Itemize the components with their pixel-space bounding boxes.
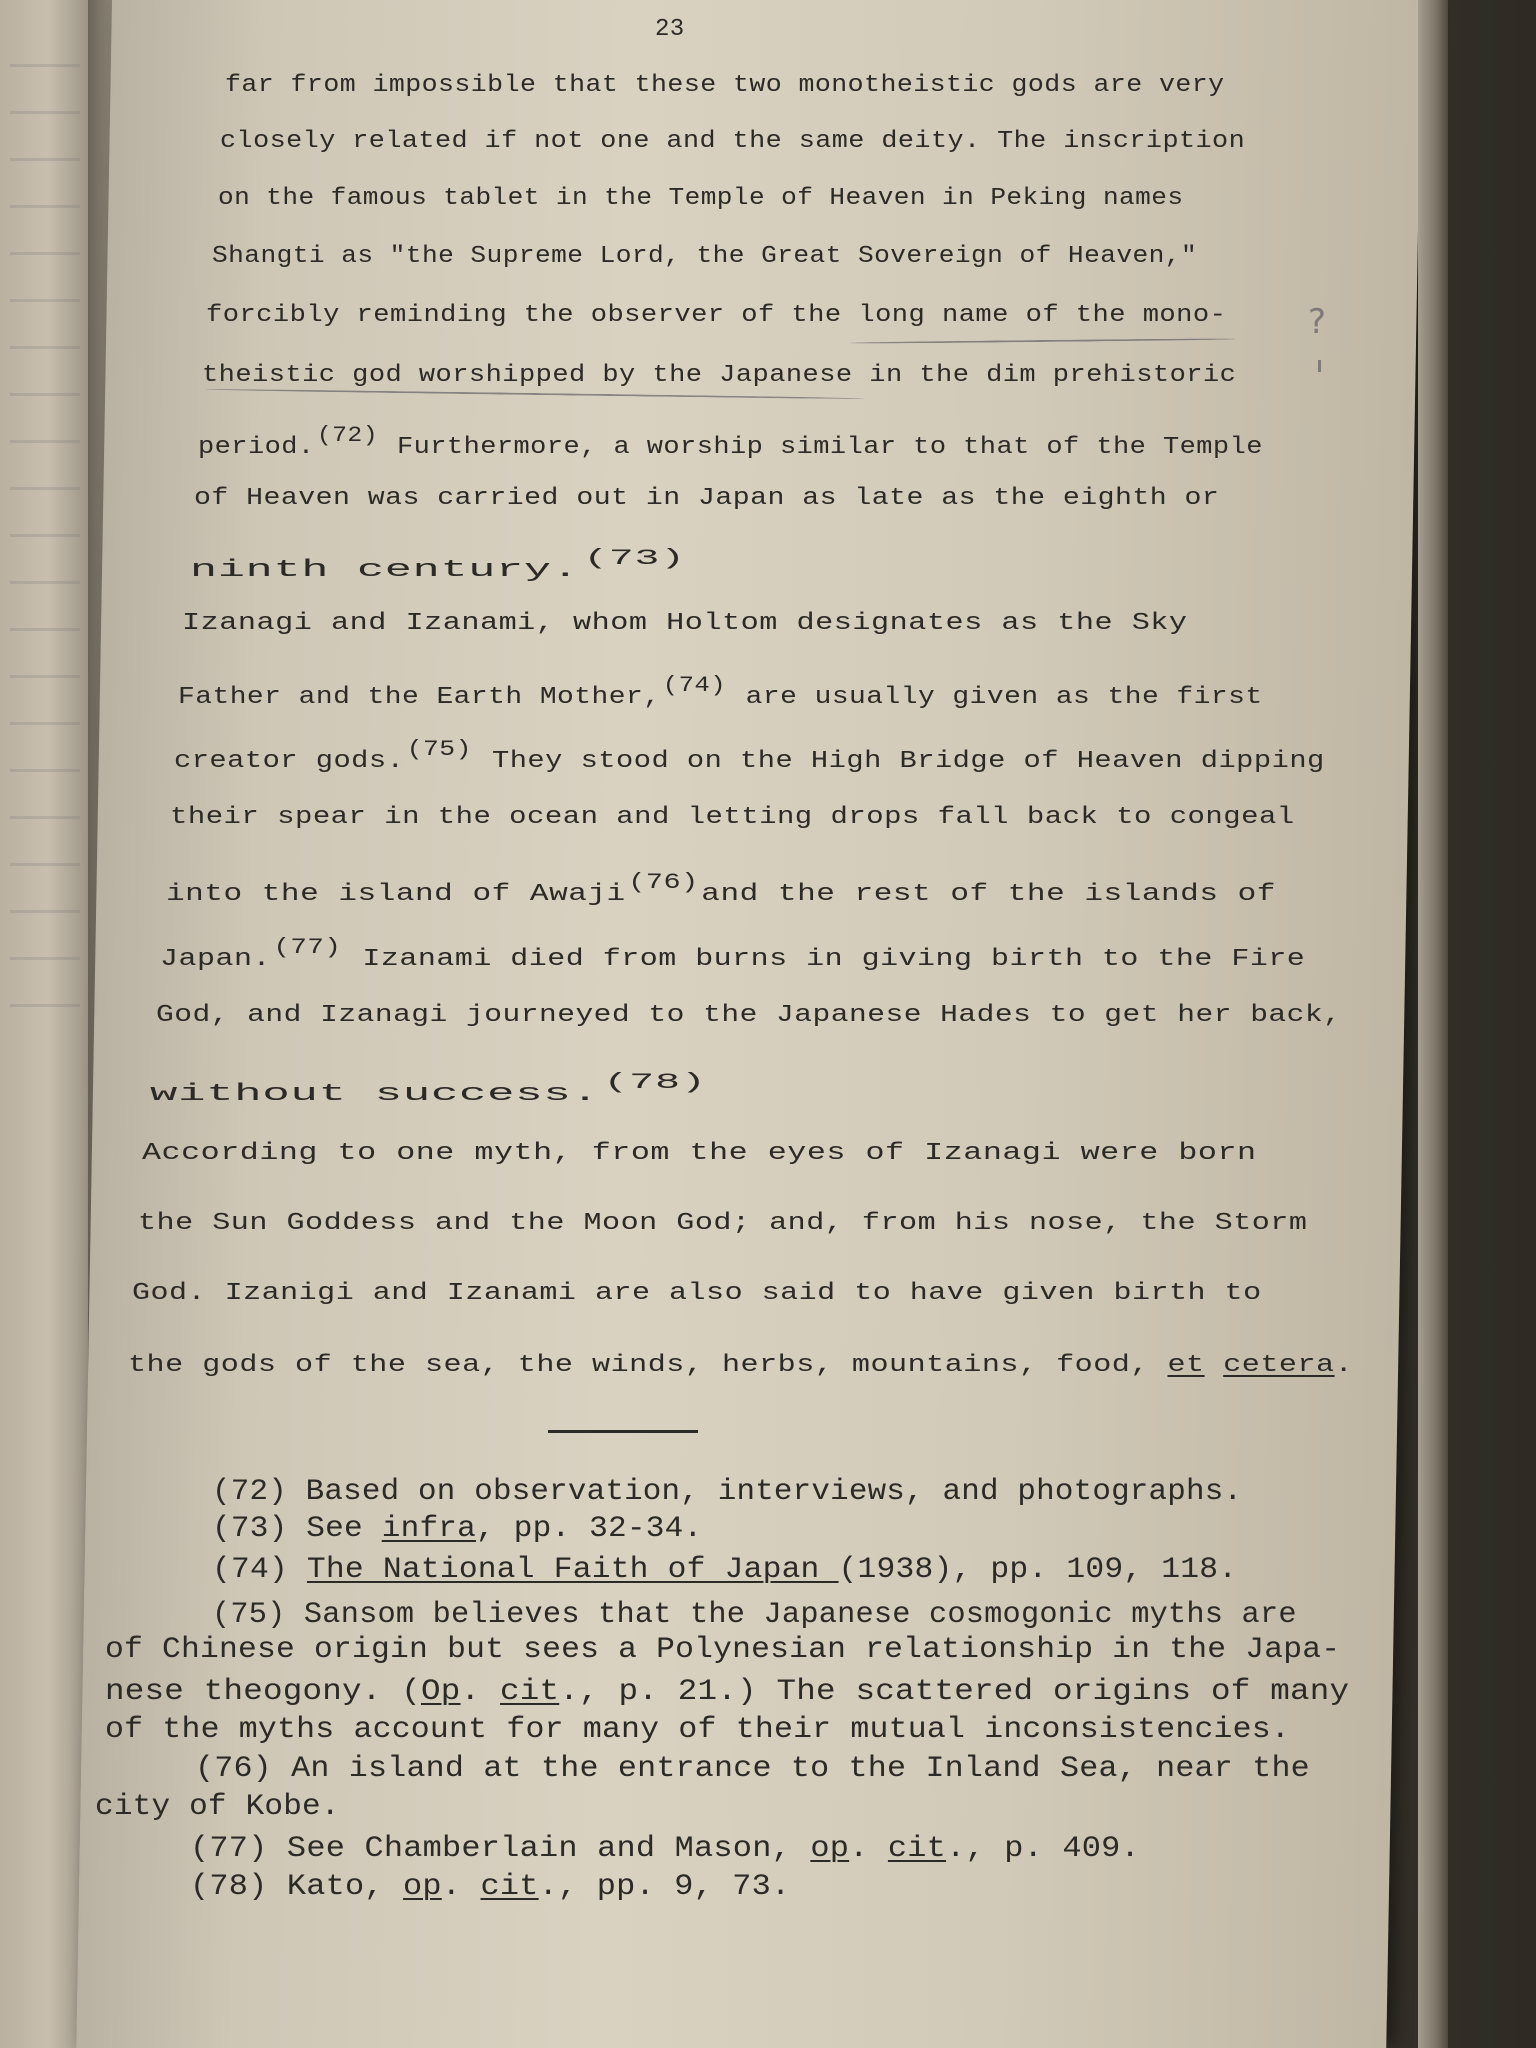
line-text: into the island of Awaji — [166, 881, 626, 908]
body-text-line — [206, 302, 1226, 329]
body-text-line — [128, 1352, 1353, 1379]
footnote-reference: (75) — [406, 737, 472, 762]
line-text: (72) Based on observation, interviews, and photographs. — [212, 1475, 1243, 1509]
body-text-line — [182, 610, 1188, 637]
page-right-edge — [1418, 0, 1448, 2048]
line-text: the gods of the sea, the winds, herbs, mountains, food, — [128, 1352, 1168, 1379]
line-text: Japan. — [160, 946, 271, 973]
line-text: their spear in the ocean and letting drops fall back to congeal — [170, 804, 1295, 831]
line-text: of the myths account for many of their mutual inconsistencies. — [105, 1713, 1291, 1747]
line-text: city of Kobe. — [95, 1790, 340, 1824]
body-text-line — [156, 1002, 1341, 1029]
line-text: (73) See — [212, 1512, 382, 1546]
line-text: Furthermore, a worship similar to that of the Temple — [380, 434, 1263, 461]
underlined-text: cetera — [1223, 1352, 1335, 1379]
line-text: Father and the Earth Mother, — [178, 684, 661, 711]
body-text-line — [142, 1140, 1257, 1167]
line-text: and the rest of the islands of — [701, 881, 1276, 908]
footnote-reference: (77) — [273, 935, 342, 960]
footnote-line — [105, 1633, 1340, 1667]
line-text: (76) An island at the entrance to the Inland Sea, near the — [195, 1752, 1310, 1786]
line-text: (74) — [212, 1553, 307, 1587]
line-text: ., p. 21.) The scattered origins of many — [559, 1675, 1350, 1709]
footnote-line — [105, 1675, 1349, 1709]
line-text: (77) See Chamberlain and Mason, — [190, 1832, 811, 1866]
footnote-reference: (78) — [603, 1070, 707, 1095]
left-page-faint-text — [10, 20, 80, 1020]
body-text-line — [170, 804, 1295, 831]
line-text: nese theogony. ( — [105, 1675, 422, 1709]
footnote-reference: (73) — [583, 546, 686, 571]
line-text: God, and Izanagi journeyed to the Japanese Hades to get her back, — [156, 1002, 1342, 1029]
body-text-line — [198, 423, 1263, 461]
line-text: , pp. 32-34. — [476, 1512, 703, 1546]
line-text: without success. — [150, 1081, 600, 1108]
footnote-reference: (74) — [662, 673, 727, 698]
line-text — [1205, 1352, 1224, 1379]
footnote-line — [212, 1553, 1237, 1587]
line-text: . — [460, 1675, 501, 1709]
line-text: . — [441, 1870, 481, 1904]
line-text: theistic god worshipped by the Japanese in the dim prehistoric — [202, 362, 1237, 389]
page-number: 23 — [655, 16, 685, 43]
line-text: on the famous tablet in the Temple of Heaven in Peking names — [218, 185, 1184, 212]
line-text: According to one myth, from the eyes of Izanagi were born — [142, 1140, 1257, 1167]
body-text-line — [194, 485, 1219, 512]
footnote-line — [212, 1475, 1242, 1509]
line-text: forcibly reminding the observer of the long name of the mono- — [206, 302, 1227, 329]
line-text: are usually given as the first — [728, 684, 1263, 711]
underlined-text: cit — [480, 1870, 539, 1904]
body-text-line — [190, 546, 689, 584]
line-text: (1938), pp. 109, 118. — [838, 1553, 1238, 1587]
footnote-line — [195, 1752, 1310, 1786]
underlined-text: The National Faith of Japan — [306, 1553, 839, 1587]
line-text: They stood on the High Bridge of Heaven dipping — [474, 748, 1325, 775]
underlined-text: infra — [381, 1512, 477, 1546]
line-text: Izanagi and Izanami, whom Holtom designates as the Sky — [182, 610, 1188, 637]
line-text: closely related if not one and the same deity. The inscription — [220, 128, 1246, 155]
line-text: (78) Kato, — [190, 1870, 404, 1904]
footnote-line — [212, 1512, 702, 1546]
footnote-line — [190, 1832, 1140, 1866]
underlined-text: cit — [500, 1675, 560, 1709]
footnote-line — [95, 1790, 340, 1824]
footnote-line — [105, 1713, 1290, 1747]
body-text-line — [160, 935, 1305, 973]
line-text: ., pp. 9, 73. — [538, 1870, 791, 1904]
line-text: (75) Sansom believes that the Japanese cosmogonic myths are — [212, 1598, 1297, 1632]
footnote-divider — [548, 1430, 698, 1433]
line-text: God. Izanigi and Izanami are also said to have given birth to — [132, 1280, 1262, 1307]
line-text: far from impossible that these two monotheistic gods are very — [225, 72, 1225, 99]
footnote-reference: (72) — [316, 423, 379, 448]
line-text: . — [1334, 1352, 1354, 1379]
line-text: Shangti as "the Supreme Lord, the Great Sovereign of Heaven," — [212, 243, 1198, 270]
footnote-line — [212, 1598, 1297, 1632]
body-text-line — [138, 1210, 1307, 1237]
line-text: ., p. 409. — [946, 1832, 1140, 1866]
line-text: period. — [198, 434, 315, 461]
margin-pencil-dot — [1318, 360, 1321, 372]
body-text-line — [220, 128, 1245, 155]
underlined-text: op — [810, 1832, 850, 1866]
underlined-text: cit — [887, 1832, 947, 1866]
body-text-line — [218, 185, 1183, 212]
line-text: . — [849, 1832, 888, 1866]
line-text: ninth century. — [190, 557, 580, 584]
body-text-line — [174, 737, 1325, 775]
line-text: Izanami died from burns in giving birth to the Fire — [343, 946, 1306, 973]
body-text-line — [225, 72, 1225, 99]
margin-question-mark: ? — [1308, 302, 1327, 342]
footnote-reference: (76) — [628, 870, 699, 895]
underlined-text: op — [403, 1870, 442, 1904]
body-text-line — [166, 870, 1276, 908]
underlined-text: Op — [421, 1675, 461, 1709]
body-text-line — [150, 1070, 710, 1108]
body-text-line — [212, 243, 1197, 270]
body-text-line — [202, 362, 1236, 389]
footnote-line — [190, 1870, 790, 1904]
body-text-line — [178, 673, 1263, 711]
line-text: creator gods. — [174, 748, 405, 775]
line-text: of Chinese origin but sees a Polynesian relationship in the Japa- — [105, 1633, 1341, 1667]
body-text-line — [132, 1280, 1262, 1307]
line-text: the Sun Goddess and the Moon God; and, from his nose, the Storm — [138, 1210, 1308, 1237]
line-text: of Heaven was carried out in Japan as late as the eighth or — [194, 485, 1220, 512]
underlined-text: et — [1167, 1352, 1205, 1379]
